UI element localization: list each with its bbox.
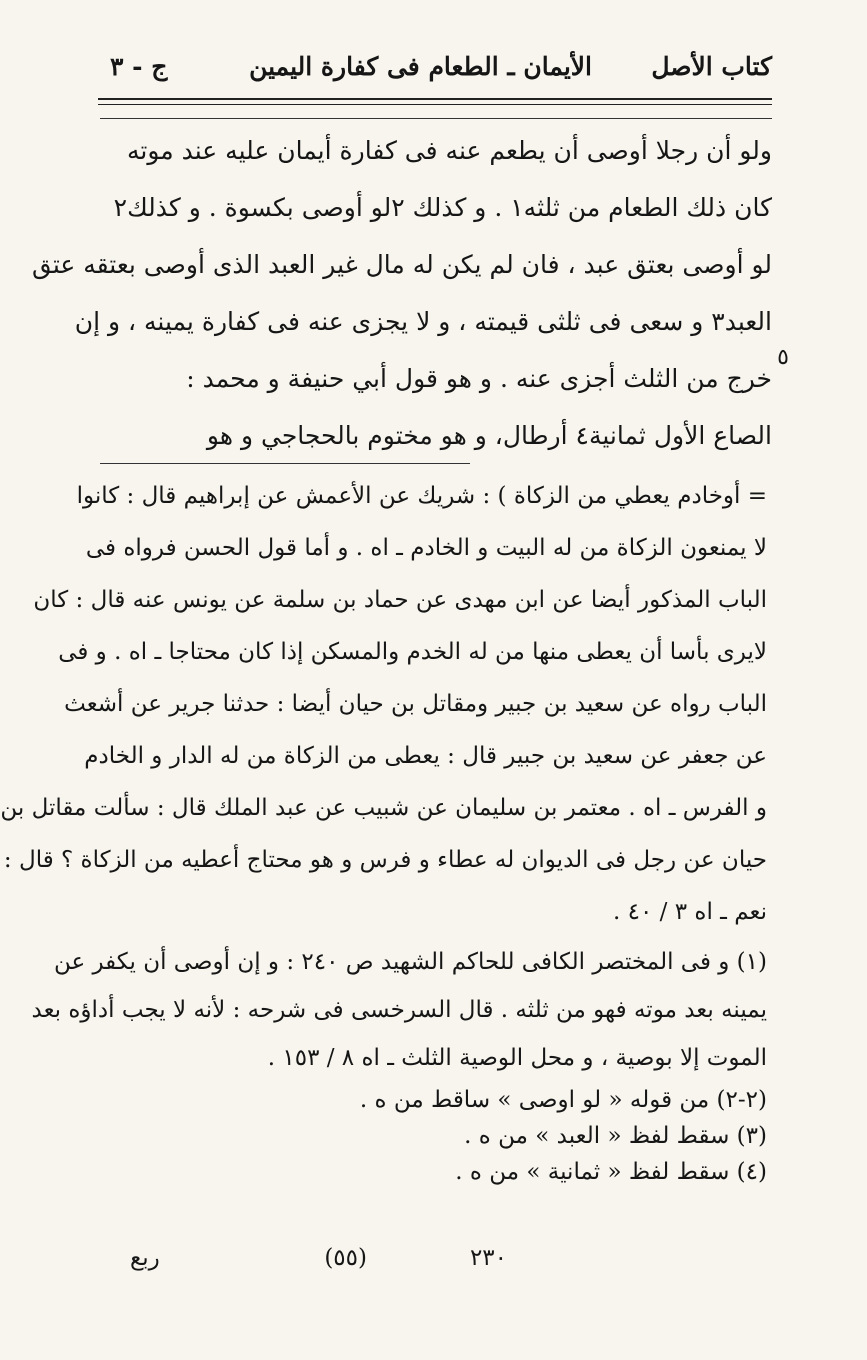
footnote-separator (100, 463, 470, 464)
note-line: = أوخادم يعطي من الزكاة ) : شريك عن الأعمش عن إبراهيم قال : كانوا (76, 483, 767, 509)
main-line: الصاع الأول ثمانية٤ أرطال، و هو مختوم بالحجاجي و هو (206, 421, 772, 450)
footnotes (31, 938, 767, 1190)
signature-mark: (٥٥) (324, 1245, 367, 1271)
footnote-line: يمينه بعد موته فهو من ثلثه . قال السرخسى فى شرحه : لأنه لا يجب أداؤه بعد (31, 997, 767, 1023)
footnote-line: (١) و فى المختصر الكافى للحاكم الشهيد ص ٢٤٠ : و إن أوصى أن يكفر عن (53, 949, 767, 975)
note-line: حيان عن رجل فى الديوان له عطاء و فرس و هو محتاج أعطيه من الزكاة ؟ قال : (3, 847, 767, 873)
note-line: لايرى بأسا أن يعطى منها من له الخدم والمسكن إذا كان محتاجا ـ اه . و فى (58, 639, 767, 665)
volume-label: ج - ٣ (110, 52, 168, 81)
header-rule (98, 98, 772, 105)
note-line: الباب المذكور أيضا عن ابن مهدى عن حماد بن سلمة عن يونس عنه قال : كان (33, 587, 767, 613)
header-subrule (100, 118, 772, 119)
page-number: ٢٣٠ (469, 1245, 507, 1271)
main-line: لو أوصى بعتق عبد ، فان لم يكن له مال غير العبد الذى أوصى بعتقه عتق (31, 250, 772, 279)
page-footer (130, 1245, 507, 1285)
note-line: لا يمنعون الزكاة من له البيت و الخادم ـ اه . و أما قول الحسن فرواه فى (85, 535, 767, 561)
main-line: خرج من الثلث أجزى عنه . و هو قول أبي حنيفة و محمد : (186, 364, 772, 393)
commentary-notes (0, 470, 767, 938)
main-line: ولو أن رجلا أوصى أن يطعم عنه فى كفارة أيمان عليه عند موته (127, 136, 772, 165)
chapter-title: الأيمان ـ الطعام فى كفارة اليمين (249, 52, 592, 81)
quarter-mark: ربع (130, 1245, 160, 1271)
book-title: كتاب الأصل (651, 52, 772, 81)
footnote-line: (٣) سقط لفظ « العبد » من ه . (464, 1123, 767, 1149)
line-number: ٥ (777, 345, 789, 370)
main-line: العبد٣ و سعى فى ثلثى قيمته ، و لا يجزى عنه فى كفارة يمينه ، و إن (74, 307, 772, 336)
footnote-line: الموت إلا بوصية ، و محل الوصية الثلث ـ اه ٨ / ١٥٣ . (267, 1045, 767, 1071)
main-line: كان ذلك الطعام من ثلثه١ . و كذلك ٢لو أوصى بكسوة . و كذلك٢ (113, 193, 772, 222)
note-line: و الفرس ـ اه . معتمر بن سليمان عن شبيب عن عبد الملك قال : سألت مقاتل بن (0, 795, 767, 821)
note-line: الباب رواه عن سعيد بن جبير ومقاتل بن حيان أيضا : حدثنا جرير عن أشعث (64, 691, 767, 717)
running-header (100, 52, 772, 94)
footnote-line: (٤) سقط لفظ « ثمانية » من ه . (455, 1159, 767, 1185)
note-line: عن جعفر عن سعيد بن جبير قال : يعطى من الزكاة من له الدار و الخادم (84, 743, 767, 769)
note-line: نعم ـ اه ٣ / ٤٠ . (613, 899, 767, 925)
main-text (31, 122, 772, 464)
footnote-line: (٢-٢) من قوله « لو اوصى » ساقط من ه . (359, 1087, 767, 1113)
